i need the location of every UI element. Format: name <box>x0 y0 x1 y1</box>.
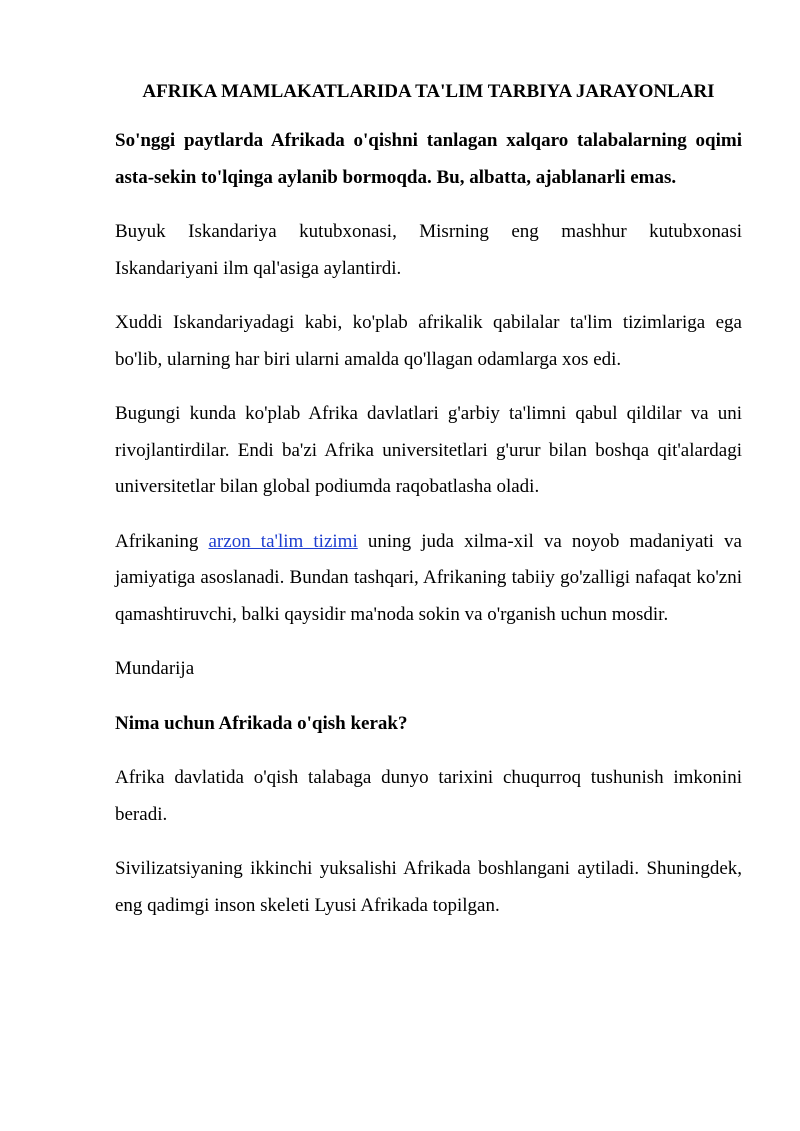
table-of-contents-label[interactable]: Mundarija <box>115 658 195 679</box>
paragraph-tribes: Xuddi Iskandariyadagi kabi, ko'plab afrikalik qabilalar ta'lim tizimlariga ega bo'lib, ularning har biri ularni amalda qo'llagan odamlarga xos edi. <box>115 312 742 370</box>
paragraph-library: Buyuk Iskandariya kutubxonasi, Misrning eng mashhur kutubxonasi Iskandariyani ilm qal'asiga aylantirdi. <box>115 221 742 279</box>
document-page <box>115 74 742 942</box>
paragraph-civilization: Sivilizatsiyaning ikkinchi yuksalishi Afrikada boshlangani aytiladi. Shuningdek, eng qadimgi inson skeleti Lyusi Afrikada topilgan. <box>115 858 742 916</box>
paragraph-history: Afrika davlatida o'qish talabaga dunyo tarixini chuqurroq tushunish imkonini beradi. <box>115 767 742 825</box>
paragraph-text-after-link: uning juda xilma-xil va noyob madaniyati va jamiyatiga asoslanadi. Bundan tashqari, Afrikaning tabiiy go'zalligi nafaqat ko'zni qamashtiruvchi, balki qaysidir ma'noda sokin va o'rganish uchun mosdir. <box>115 530 742 625</box>
document-title: AFRIKA MAMLAKATLARIDA TA'LIM TARBIYA JARAYONLARI <box>142 81 715 102</box>
section-heading: Nima uchun Afrikada o'qish kerak? <box>115 712 408 734</box>
paragraph-universities: Bugungi kunda ko'plab Afrika davlatlari g'arbiy ta'limni qabul qildilar va uni rivojlantirdilar. Endi ba'zi Afrika universitetlari g'urur bilan boshqa qit'alardagi universitetlar bilan global podiumda raqobatlasha oladi. <box>115 403 742 497</box>
paragraph-education-system <box>115 524 742 634</box>
affordable-education-link[interactable]: arzon ta'lim tizimi <box>208 530 358 552</box>
paragraph-text-before-link: Afrikaning <box>115 530 209 552</box>
intro-paragraph: So'nggi paytlarda Afrikada o'qishni tanlagan xalqaro talabalarning oqimi asta-sekin to'lqinga aylanib bormoqda. Bu, albatta, ajablanarli emas. <box>115 130 742 188</box>
